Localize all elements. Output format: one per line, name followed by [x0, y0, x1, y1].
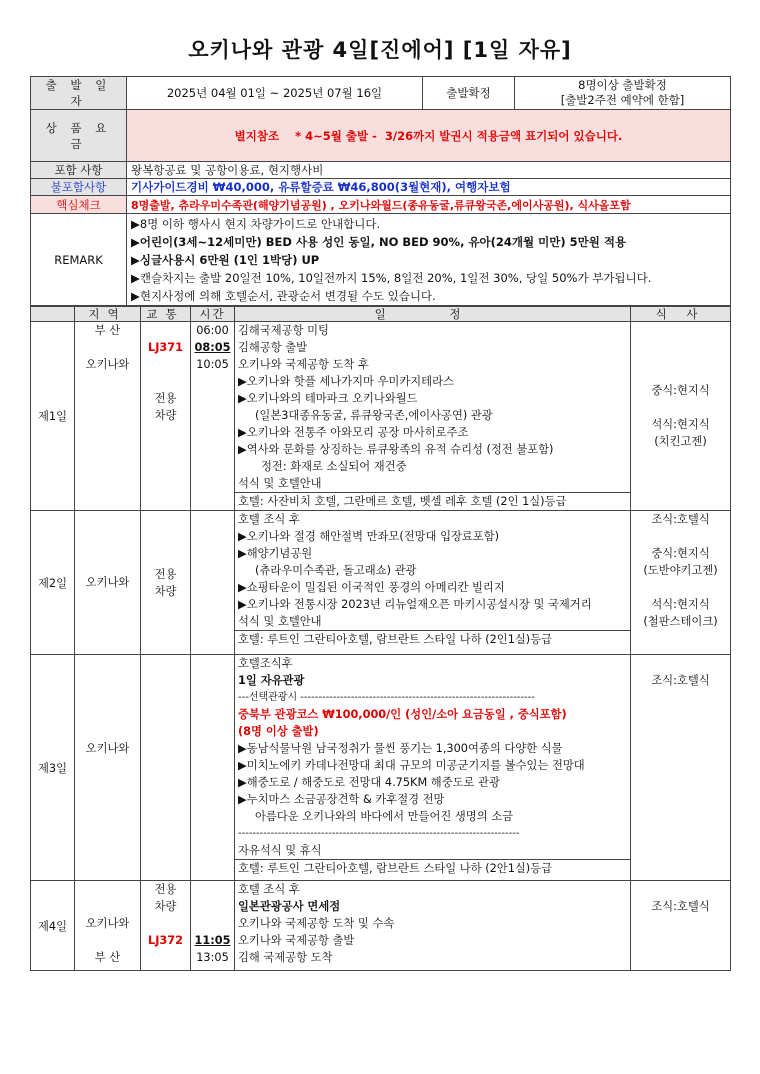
day4-schedule — [235, 881, 631, 971]
schedule-line: 정전: 화재로 소실되어 재건중 — [261, 460, 407, 473]
hotel-info: 호텔: 사잔비치 호텔, 그란메르 호텔, 벳셀 레후 호텔 (2인 1실)등급 — [235, 492, 630, 510]
departure-value: 2025년 04월 01일 ~ 2025년 07월 16일 — [127, 77, 423, 110]
schedule-line: 아름다운 오키나와의 바다에서 만들어진 생명의 소금 — [255, 810, 514, 823]
day3-schedule — [235, 655, 631, 881]
key-label: 핵심체크 — [31, 196, 127, 214]
schedule-line: ▶해양기념공원 — [238, 547, 313, 560]
schedule-line: 호텔 조식 후 — [238, 883, 300, 896]
time-text: 08:05 — [194, 341, 231, 354]
schedule-line: ------------------------------------------------------------------------------ — [238, 828, 520, 839]
meal-text: 중식:현지식 — [651, 547, 710, 560]
meal-text: 조식:호텔식 — [651, 900, 710, 913]
schedule-line: 호텔 조식 후 — [238, 513, 300, 526]
meal-text — [631, 881, 730, 898]
itinerary-table — [30, 306, 731, 971]
day1-row — [31, 322, 731, 511]
schedule-line: 김해공항 출발 — [238, 341, 308, 354]
transport-text: 차량 — [154, 409, 177, 422]
transport-text — [141, 356, 190, 373]
meal-text: 조식:호텔식 — [651, 513, 710, 526]
schedule-line: ▶누치마스 소금공장견학 & 카후절경 전망 — [238, 793, 445, 806]
region-text — [75, 932, 140, 949]
time-text: 10:05 — [196, 358, 229, 371]
remark-label: REMARK — [31, 214, 127, 306]
time-text — [191, 915, 234, 932]
spacer — [75, 706, 140, 723]
spacer — [75, 655, 140, 672]
meal-text: 조식:호텔식 — [651, 674, 710, 687]
header-transport: 교통 — [141, 307, 191, 322]
schedule-line: ▶오키나와 절경 해안절벽 만좌모(전망대 입장료포함) — [238, 530, 500, 543]
exclude-label: 불포함사항 — [31, 179, 127, 196]
region-text — [75, 898, 140, 915]
schedule-line: ▶오키나와 핫플 세나가지마 우미카지테라스 — [238, 375, 454, 388]
meal-text: 중식:현지식 — [651, 384, 710, 397]
schedule-line: 자유석식 및 휴식 — [238, 844, 322, 857]
schedule-line: 김해 국제공항 도착 — [238, 951, 333, 964]
option-tour-line: (8명 이상 출발) — [238, 725, 319, 738]
departure-label: 출 발 일 자 — [31, 77, 127, 110]
day1-label: 제1일 — [31, 322, 75, 511]
option-tour-line: 중북부 관광코스 ₩100,000/인 (성인/소아 요금동일 , 중식포함) — [238, 708, 567, 721]
transport-text: 전용 — [154, 883, 177, 896]
region-text: 오키나와 — [85, 576, 130, 589]
day4-label: 제4일 — [31, 881, 75, 971]
exclude-value: 기사가이드경비 ₩40,000, 유류할증료 ₩46,800(3월현재), 여행자보험 — [127, 179, 731, 196]
day2-time — [191, 511, 235, 655]
include-value: 왕복항공료 및 공항이용료, 현지행사비 — [127, 162, 731, 179]
transport-text — [141, 322, 190, 339]
day3-transport — [141, 655, 191, 881]
time-text: 11:05 — [194, 934, 231, 947]
meal-text — [631, 579, 730, 596]
meal-text: (치킨고젠) — [654, 435, 707, 448]
day3-region — [75, 655, 141, 881]
confirm-label: 출발확정 — [423, 77, 515, 110]
day2-region — [75, 511, 141, 655]
transport-text — [141, 373, 190, 390]
region-text — [75, 339, 140, 356]
day1-meal — [631, 322, 731, 511]
day3-time — [191, 655, 235, 881]
transport-text — [141, 949, 190, 966]
remark-list — [127, 214, 731, 306]
schedule-line: ▶오키나와의 테마파크 오키나와월드 — [238, 392, 418, 405]
schedule-line: ▶쇼핑타운이 밀집된 이국적인 풍경의 아메리칸 빌리지 — [238, 581, 505, 594]
schedule-line: ▶역사와 문화를 상징하는 류큐왕족의 유적 슈리성 (정전 불포함) — [238, 443, 554, 456]
time-text: 06:00 — [196, 324, 229, 337]
spacer — [631, 655, 730, 672]
hotel-info: 호텔: 루트인 그란티아호텔, 람브란트 스타일 나하 (2안1실)등급 — [235, 859, 630, 877]
confirm-value — [515, 77, 731, 110]
page-title: 오키나와 관광 4일[진에어] [1일 자유] — [188, 38, 572, 62]
region-text: 오키나와 — [85, 358, 130, 371]
price-label: 상 품 요 금 — [31, 110, 127, 162]
day4-transport — [141, 881, 191, 971]
schedule-line: 1일 자유관광 — [238, 674, 305, 687]
spacer — [75, 689, 140, 706]
day1-region — [75, 322, 141, 511]
include-label: 포함 사항 — [31, 162, 127, 179]
time-text — [191, 898, 234, 915]
schedule-line: ▶동남식물낙원 남국정취가 물씬 풍기는 1,300여종의 다양한 식물 — [238, 742, 563, 755]
day2-transport — [141, 511, 191, 655]
schedule-line: ▶오키나와 전통주 아와모리 공장 마사히로주조 — [238, 426, 469, 439]
schedule-line: (일본3대종유동굴, 류큐왕국존,에이사공연) 관광 — [255, 409, 493, 422]
day2-row — [31, 511, 731, 655]
header-meal: 식 사 — [631, 307, 731, 322]
time-text — [191, 881, 234, 898]
confirm-line2: [출발2주전 예약에 한함] — [560, 93, 685, 107]
time-text: 13:05 — [196, 951, 229, 964]
transport-text — [141, 915, 190, 932]
day1-transport — [141, 322, 191, 511]
day3-row — [31, 655, 731, 881]
schedule-line: ▶해중도로 / 해중도로 전망대 4.75KM 해중도로 관광 — [238, 776, 500, 789]
schedule-line: ▶오키나와 전통시장 2023년 리뉴얼재오픈 마키시공설시장 및 국제거리 — [238, 598, 592, 611]
transport-text: 차량 — [154, 584, 177, 598]
day3-label: 제3일 — [31, 655, 75, 881]
header-region: 지역 — [75, 307, 141, 322]
schedule-line: 오키나와 국제공항 도착 후 — [238, 358, 369, 371]
region-text: 부 산 — [94, 951, 121, 964]
transport-text: 전용 — [154, 392, 177, 405]
remark-item: ▶싱글사용시 6만원 (1인 1박당) UP — [131, 252, 320, 267]
flight-number: LJ372 — [148, 934, 183, 947]
schedule-line: 석식 및 호텔안내 — [238, 477, 322, 490]
meal-text: (도반야키고젠) — [643, 564, 718, 577]
day4-row — [31, 881, 731, 971]
schedule-line: 호텔조식후 — [238, 657, 293, 670]
spacer — [75, 672, 140, 689]
day2-schedule — [235, 511, 631, 655]
hotel-info: 호텔: 루트인 그란티아호텔, 람브란트 스타일 나하 (2인1실)등급 — [235, 630, 630, 648]
region-text: 부 산 — [94, 324, 121, 337]
schedule-line: 석식 및 호텔안내 — [238, 615, 322, 628]
day3-meal — [631, 655, 731, 881]
region-text: 오키나와 — [85, 742, 130, 755]
remark-item: ▶어린이(3세~12세미만) BED 사용 성인 동일, NO BED 90%, 유아(24개월 미만) 5만원 적용 — [131, 234, 627, 249]
region-text: 오키나와 — [85, 917, 130, 930]
schedule-line: 오키나와 국제공항 출발 — [238, 934, 355, 947]
meal-text: 석식:현지식 — [651, 598, 710, 611]
remark-item: ▶현지사정에 의해 호텔순서, 관광순서 변경될 수도 있습니다. — [131, 288, 436, 303]
meal-text — [631, 528, 730, 545]
schedule-line: 오키나와 국제공항 도착 및 수속 — [238, 917, 395, 930]
key-value: 8명출발, 츄라우미수족관(해양기념공원) , 오키나와월드(종유동굴,류큐왕국존,에이사공원), 식사올포함 — [127, 196, 731, 214]
schedule-line: 김해국제공항 미팅 — [238, 324, 329, 337]
transport-text: 전용 — [154, 567, 177, 581]
meal-text: 석식:현지식 — [651, 418, 710, 431]
day1-time — [191, 322, 235, 511]
header-schedule: 일 정 — [235, 307, 631, 322]
price-value: 별지참조 * 4~5월 출발 - 3/26까지 발권시 적용금액 표기되어 있습니다. — [127, 110, 731, 162]
transport-text: 차량 — [154, 900, 177, 913]
region-text — [75, 881, 140, 898]
schedule-line: 일본관광공사 면세점 — [238, 900, 341, 913]
spacer — [75, 723, 140, 740]
day2-meal — [631, 511, 731, 655]
schedule-line: ---선택관광시 ----------------------------------------------------------------- — [238, 692, 535, 703]
day4-time — [191, 881, 235, 971]
day2-label: 제2일 — [31, 511, 75, 655]
flight-number: LJ371 — [148, 341, 183, 354]
day4-region — [75, 881, 141, 971]
meal-text — [631, 399, 730, 416]
remark-item: ▶8명 이하 행사시 현지 차량가이드로 안내합니다. — [131, 216, 381, 231]
meal-text: (철판스테이크) — [643, 615, 718, 628]
schedule-line: (츄라우미수족관, 돌고래쇼) 관광 — [255, 564, 417, 577]
header-time: 시간 — [191, 307, 235, 322]
day4-meal — [631, 881, 731, 971]
header-day — [31, 307, 75, 322]
schedule-line: ▶미치노에키 카데나전망대 최대 규모의 미공군기지를 볼수있는 전망대 — [238, 759, 585, 772]
day1-schedule — [235, 322, 631, 511]
confirm-line1: 8명이상 출발확정 — [578, 78, 667, 92]
info-table — [30, 76, 731, 306]
remark-item: ▶캔슬차지는 출발 20일전 10%, 10일전까지 15%, 8일전 20%, 1일전 30%, 당일 50%가 부가됩니다. — [131, 270, 652, 285]
